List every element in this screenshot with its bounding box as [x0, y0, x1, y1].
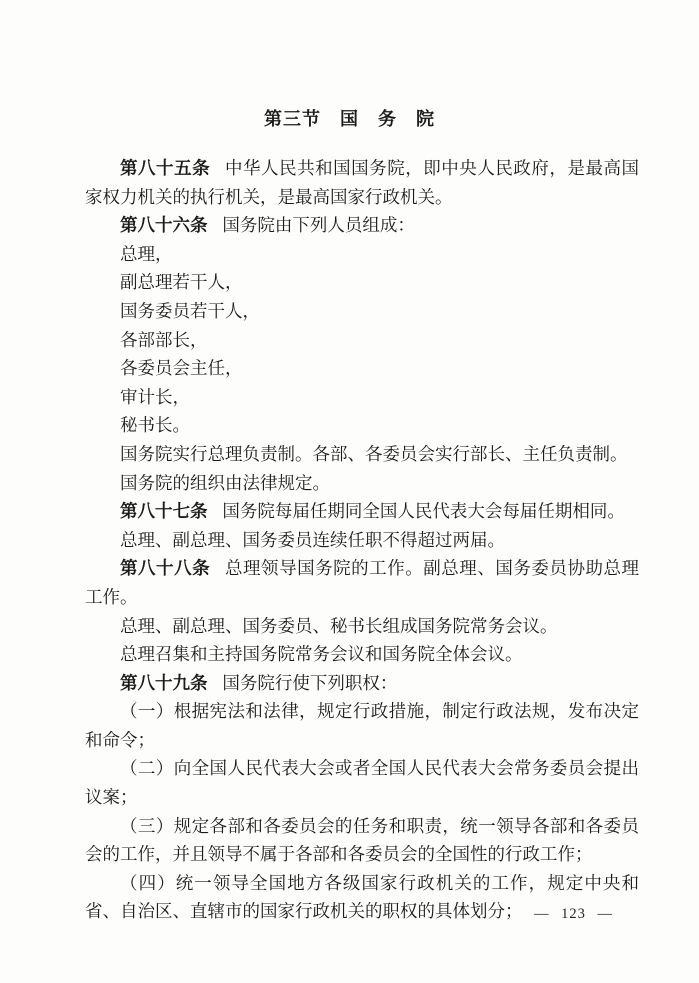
article-number: 第八十五条 [120, 158, 211, 178]
paragraph-text: 总理、副总理、国务委员连续任职不得超过两届。 [120, 529, 505, 550]
paragraph-text: 各部部长， [120, 329, 208, 350]
paragraph-article-89 [85, 669, 639, 698]
article-number: 第八十八条 [120, 558, 211, 579]
paragraph-text: 国务院每届任期同全国人民代表大会每届任期相同。 [222, 501, 625, 522]
paragraph-text: 国务委员若干人， [120, 300, 260, 321]
paragraph-article-88 [85, 554, 639, 611]
paragraph-item-1 [85, 697, 639, 754]
paragraph [85, 440, 639, 469]
paragraph-text: 总理领导国务院的工作。副总理、国务委员协助总理工作。 [85, 558, 640, 607]
page-number: — 123 — [534, 906, 613, 922]
paragraph [85, 469, 639, 498]
paragraph-text: （三）规定各部和各委员会的任务和职责，统一领导各部和各委员会的工作，并且领导不属于各部和各委员会的全国性的行政工作； [85, 815, 639, 865]
paragraph-text: 各委员会主任， [120, 358, 243, 379]
paragraph [85, 526, 639, 555]
section-heading: 第三节 国 务 院 [264, 109, 435, 129]
paragraph-text: 总理、副总理、国务委员、秘书长组成国务院常务会议。 [120, 615, 558, 636]
paragraph-article-87 [85, 497, 639, 526]
paragraph [85, 411, 639, 440]
paragraph-text: （一）根据宪法和法律，规定行政措施，制定行政法规，发布决定和命令； [85, 701, 639, 750]
paragraph-text: 副总理若干人， [120, 272, 243, 293]
paragraph-article-85 [85, 154, 639, 211]
paragraph-text: 国务院的组织由法律规定。 [120, 472, 330, 493]
article-number: 第八十六条 [120, 215, 208, 236]
paragraph-item-3 [85, 812, 639, 869]
article-number: 第八十七条 [120, 501, 208, 522]
paragraph [85, 354, 639, 383]
paragraph [85, 326, 639, 355]
article-body [85, 154, 639, 926]
paragraph-item-2 [85, 754, 639, 811]
paragraph-text: 审计长， [120, 386, 190, 407]
paragraph [85, 612, 639, 641]
paragraph [85, 268, 639, 297]
paragraph [85, 240, 639, 269]
paragraph-text: 国务院行使下列职权： [222, 672, 398, 693]
paragraph-text: 秘书长。 [120, 415, 190, 436]
article-number: 第八十九条 [120, 672, 208, 693]
paragraph-article-86 [85, 211, 639, 240]
paragraph-text: （二）向全国人民代表大会或者全国人民代表大会常务委员会提出议案； [85, 758, 639, 808]
paragraph [85, 640, 639, 669]
paragraph-text: 国务院实行总理负责制。各部、各委员会实行部长、主任负责制。 [120, 443, 628, 464]
paragraph-text: 国务院由下列人员组成： [222, 215, 415, 236]
paragraph-text: （四）统一领导全国地方各级国家行政机关的工作，规定中央和省、自治区、直辖市的国家行政机关的职权的具体划分； [85, 872, 639, 922]
paragraph [85, 383, 639, 412]
paragraph-text: 中华人民共和国国务院，即中央人民政府，是最高国家权力机关的执行机关，是最高国家行政机关。 [85, 158, 640, 207]
paragraph [85, 297, 639, 326]
paragraph-text: 总理召集和主持国务院常务会议和国务院全体会议。 [120, 644, 523, 665]
paragraph-text: 总理， [120, 243, 173, 264]
